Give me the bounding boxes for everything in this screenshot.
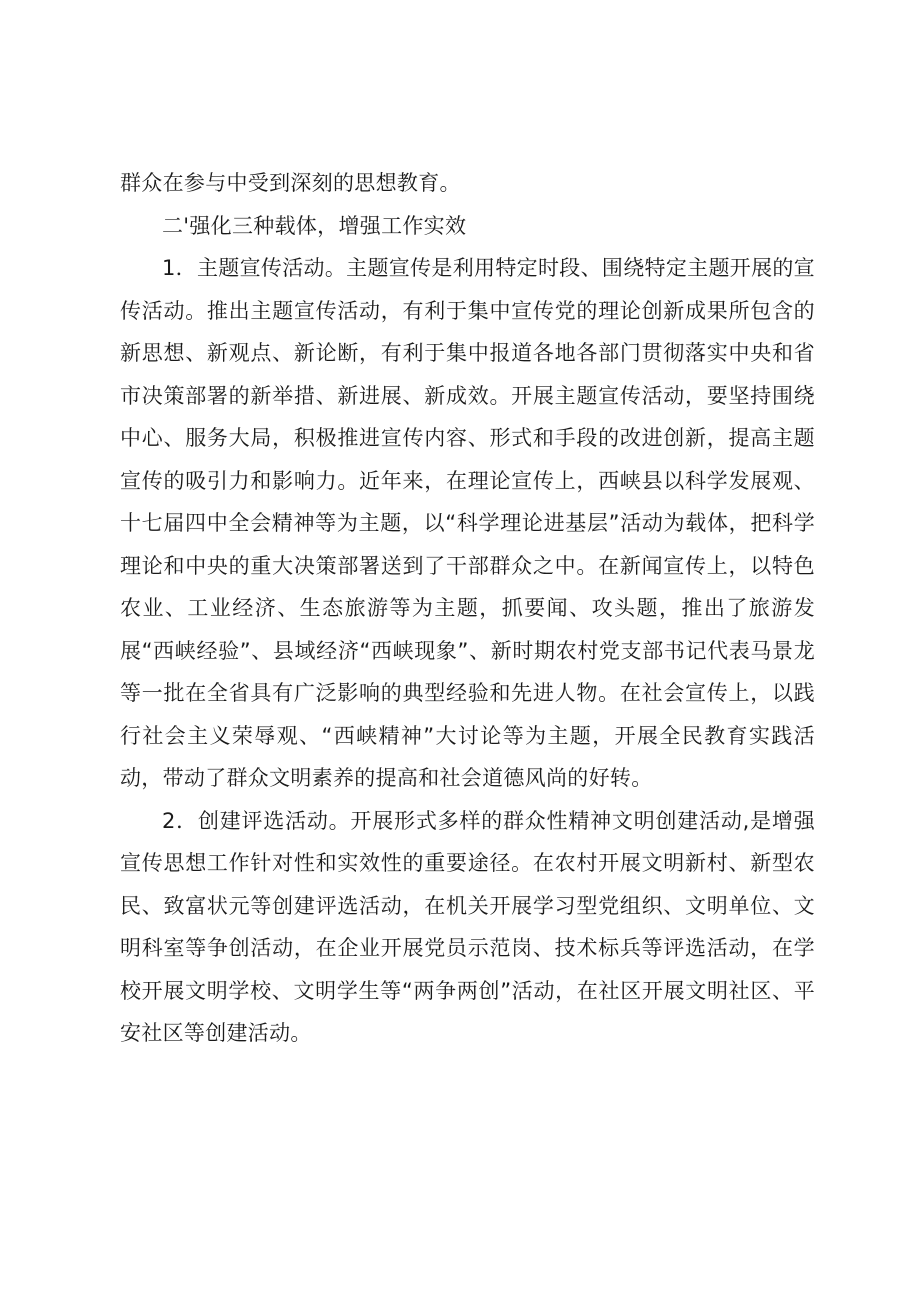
document-body	[120, 162, 815, 1055]
paragraph-theme-publicity: 1．主题宣传活动。主题宣传是利用特定时段、围绕特定主题开展的宣传活动。推出主题宣传活动，有利于集中宣传党的理论创新成果所包含的新思想、新观点、新论断，有利于集中报道各地各部门贯彻落实中央和省市决策部署的新举措、新进展、新成效。开展主题宣传活动，要坚持围绕中心、服务大局，积极推进宣传内容、形式和手段的改进创新，提高主题宣传的吸引力和影响力。近年来，在理论宣传上，西峡县以科学发展观、十七届四中全会精神等为主题，以“科学理论进基层”活动为载体，把科学理论和中央的重大决策部署送到了干部群众之中。在新闻宣传上，以特色农业、工业经济、生态旅游等为主题，抓要闻、攻头题，推出了旅游发展“西峡经验”、县域经济“西峡现象”、新时期农村党支部书记代表马景龙等一批在全省具有广泛影响的典型经验和先进人物。在社会宣传上，以践行社会主义荣辱观、“西峡精神”大讨论等为主题，开展全民教育实践活动，带动了群众文明素养的提高和社会道德风尚的好转。	[120, 256, 815, 790]
section-heading: 二'强化三种载体，增强工作实效	[162, 213, 467, 238]
paragraph-creation-selection: 2．创建评选活动。开展形式多样的群众性精神文明创建活动,是增强宣传思想工作针对性和实效性的重要途径。在农村开展文明新村、新型农民、致富状元等创建评选活动，在机关开展学习型党组织、文明单位、文明科室等争创活动，在企业开展党员示范岗、技术标兵等评选活动，在学校开展文明学校、文明学生等“两争两创”活动，在社区开展文明社区、平安社区等创建活动。	[120, 808, 815, 1045]
paragraph-continuation: 群众在参与中受到深刻的思想教育。	[120, 171, 461, 195]
